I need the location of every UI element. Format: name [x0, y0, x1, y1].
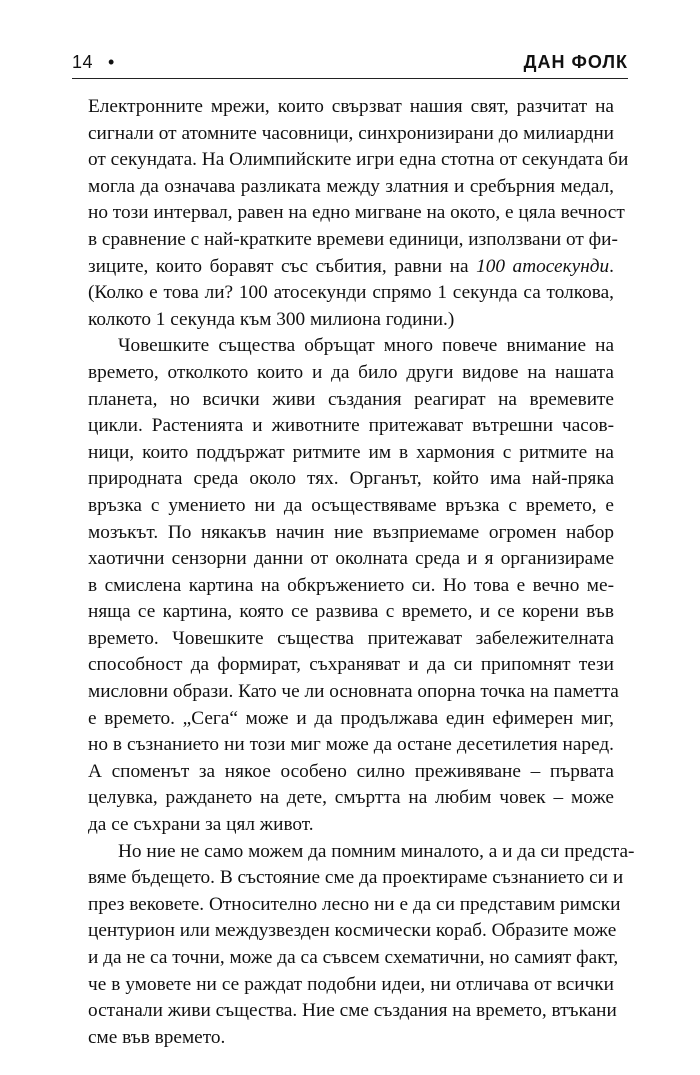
- running-header: [72, 52, 628, 78]
- paragraph-3: [88, 839, 635, 1052]
- page-number: 14: [72, 52, 94, 72]
- header-rule: [72, 78, 628, 79]
- text-line: колкото 1 секунда към 300 милиона години.): [88, 308, 455, 330]
- text-line: времето. Човешките същества притежават забележителната: [88, 627, 614, 649]
- text-line: мозъкът. По някакъв начин ние възприемаме огромен набор: [88, 521, 614, 543]
- text-line: но в съзнанието ни този миг може да остане десетилетия наред.: [88, 734, 614, 756]
- text-line: и да не са точни, може да са съвсем схематични, но самият факт,: [88, 947, 619, 968]
- text-line: но този интервал, равен на едно мигване на окото, е цяла вечност: [88, 202, 625, 224]
- text-line: центурион или междузвезден космически кораб. Образите може: [88, 920, 617, 942]
- text-line: останали живи същества. Ние сме създания на времето, втъкани: [88, 1000, 617, 1022]
- text-line: могла да означава разликата между златния и сребърния медал,: [88, 175, 614, 197]
- text-line: планета, но всички живи създания реагират на времевите: [88, 388, 614, 410]
- text-line: връзка с умението ни да осъществяваме връзка с времето, е: [88, 494, 614, 516]
- paragraph-2: [88, 333, 619, 838]
- text-line: от секундата. На Олимпийските игри една стотна от секундата би: [88, 149, 629, 171]
- text-line: природната среда около тях. Органът, който има най-пряка: [88, 468, 614, 490]
- text-line: няща се картина, която се развива с времето, и се корени във: [88, 601, 614, 623]
- body-text: [88, 94, 635, 1051]
- text-line: способност да формират, съхраняват и да си припомнят тези: [88, 654, 614, 676]
- text-line: че в умовете ни се раждат подобни идеи, ни отличава от всички: [88, 973, 614, 995]
- text-line: времето, отколкото които и да било други видове на нашата: [88, 361, 614, 383]
- text-line: мисловни образи. Като че ли основната опорна точка на паметта: [88, 681, 619, 703]
- text-line: (Колко е това ли? 100 атосекунди спрямо 1 секунда са толкова,: [88, 282, 614, 304]
- text-line: в смислена картина на обкръжението си. Но това е вечно ме-: [88, 574, 614, 596]
- text-line: Човешките същества обръщат много повече внимание на: [118, 335, 614, 357]
- text-line: да се съхрани за цял живот.: [88, 814, 314, 836]
- text-line: хаотични сензорни данни от околната среда и я организираме: [88, 548, 614, 570]
- text-line: сме във времето.: [88, 1026, 226, 1048]
- text-line: целувка, раждането на дете, смъртта на любим човек – може: [88, 787, 614, 809]
- text-line-with-emphasis: [88, 254, 614, 281]
- text-line: цикли. Растенията и животните притежават вътрешни часов-: [88, 415, 614, 437]
- text-line: Но ние не само можем да помним миналото, а и да си предста-: [118, 840, 635, 862]
- author-name: ДАН ФОЛК: [523, 52, 628, 72]
- text-line: в сравнение с най-кратките времеви единици, използвани от фи-: [88, 228, 618, 250]
- text-line: вяме бъдещето. В състояние сме да проектираме съзнанието си и: [88, 867, 624, 889]
- text-line: през вековете. Относително лесно ни е да си представим римски: [88, 893, 621, 915]
- text-fragment: зиците, които боравят със събития, равни на: [88, 255, 477, 277]
- header-bullet: •: [108, 52, 115, 72]
- paragraph-1: [88, 94, 629, 333]
- text-line: е времето. „Сега“ може и да продължава един ефимерен миг,: [88, 707, 614, 729]
- emphasized-text: 100 атосекунди: [476, 255, 610, 277]
- text-line: А споменът за някое особено силно преживяване – първата: [88, 760, 614, 782]
- text-line: ници, които поддържат ритмите им в хармония с ритмите на: [88, 441, 614, 463]
- text-fragment: .: [609, 255, 614, 277]
- text-line: Електронните мрежи, които свързват нашия свят, разчитат на: [88, 96, 614, 117]
- text-line: сигнали от атомните часовници, синхронизирани до милиардни: [88, 122, 614, 144]
